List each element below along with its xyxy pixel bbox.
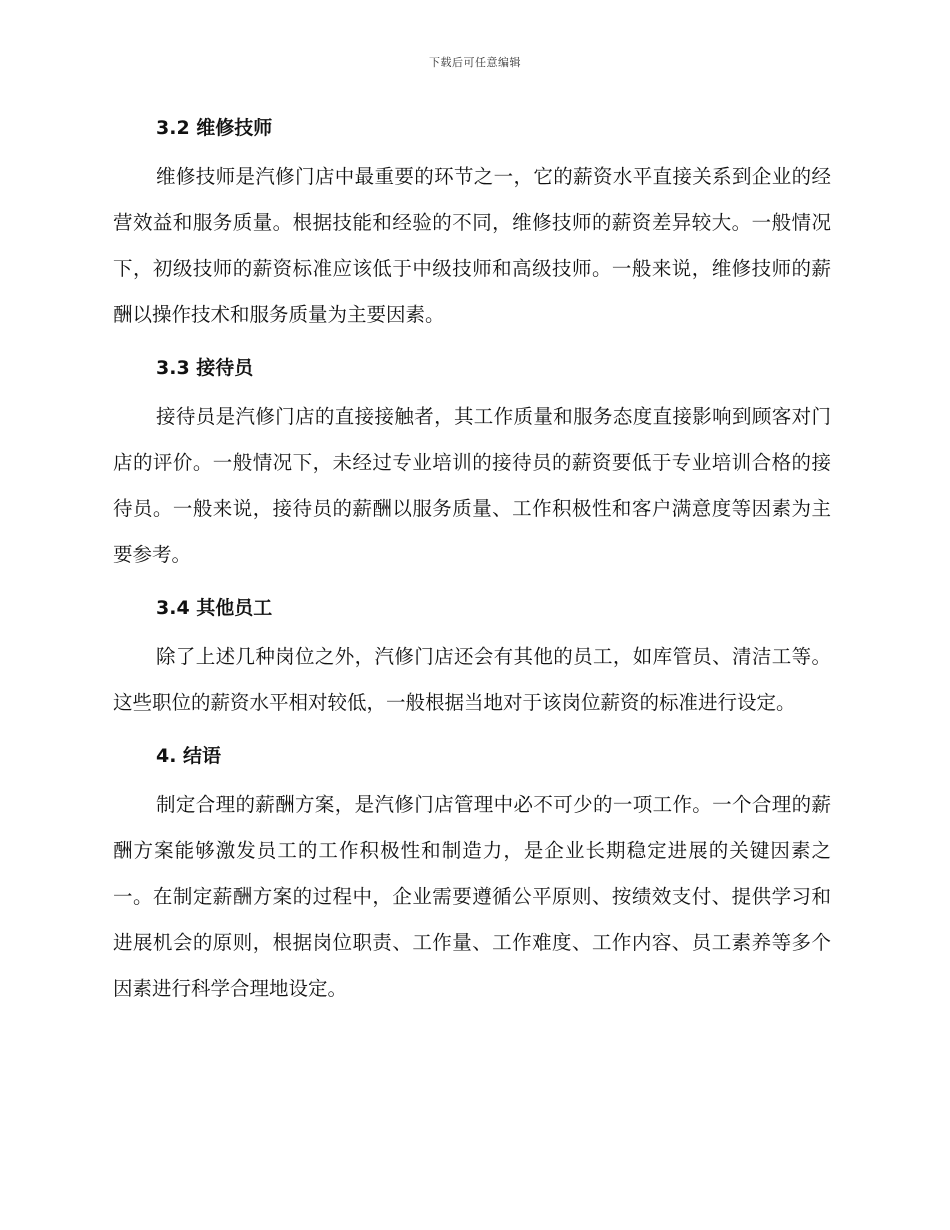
section-3-4-other-staff [113, 588, 831, 726]
section-heading: 3.2 维修技师 [156, 117, 273, 139]
section-3-2-maintenance-technician [113, 108, 831, 338]
section-heading: 3.4 其他员工 [156, 597, 273, 619]
page-header-note: 下载后可任意编辑 [429, 56, 521, 69]
section-paragraph: 除了上述几种岗位之外，汽修门店还会有其他的员工，如库管员、清洁工等。这些职位的薪资水平相对较低，一般根据当地对于该岗位薪资的标准进行设定。 [113, 645, 831, 714]
section-paragraph: 维修技师是汽修门店中最重要的环节之一，它的薪资水平直接关系到企业的经营效益和服务质量。根据技能和经验的不同，维修技师的薪资差异较大。一般情况下，初级技师的薪资标准应该低于中级技师和高级技师。一般来说，维修技师的薪酬以操作技术和服务质量为主要因素。 [113, 165, 831, 326]
document-body [113, 108, 831, 1022]
section-4-conclusion [113, 736, 831, 1012]
section-paragraph: 接待员是汽修门店的直接接触者，其工作质量和服务态度直接影响到顾客对门店的评价。一般情况下，未经过专业培训的接待员的薪资要低于专业培训合格的接待员。一般来说，接待员的薪酬以服务质量、工作积极性和客户满意度等因素为主要参考。 [113, 405, 831, 566]
section-3-3-receptionist [113, 348, 831, 578]
section-heading: 4. 结语 [156, 745, 222, 767]
section-heading: 3.3 接待员 [156, 357, 254, 379]
section-paragraph: 制定合理的薪酬方案，是汽修门店管理中必不可少的一项工作。一个合理的薪酬方案能够激发员工的工作积极性和制造力，是企业长期稳定进展的关键因素之一。在制定薪酬方案的过程中，企业需要遵循公平原则、按绩效支付、提供学习和进展机会的原则，根据岗位职责、工作量、工作难度、工作内容、员工素养等多个因素进行科学合理地设定。 [113, 793, 831, 1000]
